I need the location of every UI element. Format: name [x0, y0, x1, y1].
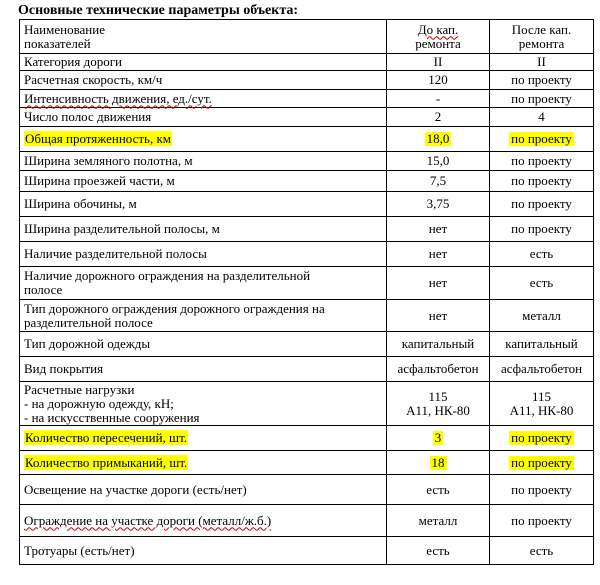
after-value-text: 4	[538, 109, 545, 124]
param-cell	[20, 475, 387, 505]
param-cell	[20, 152, 387, 171]
table-row	[20, 357, 594, 382]
param-text: Наличие разделительной полосы	[24, 246, 207, 261]
before-value-text: 2	[434, 109, 442, 124]
after-value-cell	[490, 108, 594, 127]
param-text: Вид покрытия	[24, 361, 104, 376]
param-text: Ограждение на участке дороги (металл/ж.б.)	[24, 512, 272, 528]
after-value-cell	[490, 537, 594, 565]
after-value-cell	[490, 357, 594, 382]
table-row	[20, 300, 594, 332]
before-value-text: 18	[431, 454, 445, 470]
after-value-cell	[490, 71, 594, 90]
table-row	[20, 152, 594, 171]
before-value-cell	[387, 71, 490, 90]
param-cell	[20, 54, 387, 71]
param-cell	[20, 357, 387, 382]
before-value-cell	[387, 537, 490, 565]
before-value-cell	[387, 171, 490, 192]
before-value-cell	[387, 451, 490, 475]
before-value-cell	[387, 267, 490, 300]
param-cell	[20, 242, 387, 267]
param-text: - на искусственные сооружения	[24, 409, 200, 425]
before-value-text: есть	[426, 542, 450, 558]
after-value-text: А11, НК-80	[509, 402, 574, 418]
before-value-text: нет	[428, 275, 448, 290]
before-value-cell	[387, 90, 490, 108]
after-value-text: капитальный	[505, 336, 578, 351]
table-row	[20, 242, 594, 267]
before-value-text: капитальный	[401, 336, 475, 351]
parameters-table	[19, 19, 594, 565]
before-value-text: 3,75	[426, 196, 450, 211]
after-value-cell	[490, 505, 594, 537]
param-text: Общая протяженность, км	[25, 131, 172, 146]
before-value-text: 18,0	[426, 131, 450, 146]
param-text: - на дорожную одежду, кН;	[24, 395, 174, 411]
after-value-text: по проекту	[511, 481, 572, 497]
after-value-cell	[490, 426, 594, 451]
param-cell	[20, 217, 387, 242]
table-row	[20, 505, 594, 537]
after-value-text: по проекту	[511, 196, 572, 211]
after-value-text: по проекту	[511, 90, 572, 106]
param-text: Тип дорожного ограждения дорожного ограждения на	[24, 300, 325, 316]
after-value-cell	[490, 242, 594, 267]
table-row	[20, 217, 594, 242]
before-value-cell	[387, 426, 490, 451]
before-value-cell	[387, 505, 490, 537]
param-text: Интенсивность движения, ед./сут.	[24, 90, 212, 106]
param-text: Категория дороги	[24, 54, 122, 69]
param-text: Тротуары (есть/нет)	[24, 542, 135, 558]
param-text: Ширина проезжей части, м	[24, 173, 175, 188]
table-row	[20, 54, 594, 71]
table-row	[20, 537, 594, 565]
header-param-line: Наименование	[24, 21, 105, 37]
param-text: Тип дорожной одежды	[24, 336, 151, 351]
before-value-cell	[387, 217, 490, 242]
before-value-text: А11, НК-80	[406, 402, 470, 418]
param-text: Расчетная скорость, км/ч	[24, 72, 163, 87]
before-value-text: нет	[428, 221, 448, 236]
after-value-text: по проекту	[511, 430, 572, 445]
after-value-text: по проекту	[511, 153, 572, 168]
after-value-cell	[490, 451, 594, 475]
before-value-text: нет	[428, 307, 448, 323]
param-text: Ширина разделительной полосы, м	[24, 221, 220, 236]
after-value-cell	[490, 90, 594, 108]
after-value-cell	[490, 332, 594, 357]
table-row	[20, 332, 594, 357]
param-text: Освещение на участке дороги (есть/нет)	[24, 481, 247, 497]
header-after-cell	[490, 20, 594, 54]
table-row	[20, 127, 594, 152]
after-value-text: по проекту	[511, 173, 572, 188]
before-value-text: 15,0	[426, 153, 450, 168]
param-cell	[20, 505, 387, 537]
after-value-text: есть	[529, 275, 554, 290]
before-value-text: асфальтобетон	[397, 361, 479, 376]
before-value-cell	[387, 108, 490, 127]
after-value-cell	[490, 382, 594, 426]
param-cell	[20, 426, 387, 451]
table-row	[20, 192, 594, 217]
param-text: Число полос движения	[24, 109, 152, 124]
after-value-text: 115	[531, 388, 552, 404]
before-value-cell	[387, 332, 490, 357]
after-value-cell	[490, 127, 594, 152]
after-value-cell	[490, 54, 594, 71]
param-text: Ширина земляного полотна, м	[24, 153, 193, 168]
param-text: Ширина обочины, м	[24, 196, 137, 211]
table-row	[20, 426, 594, 451]
before-value-text: нет	[428, 246, 448, 261]
after-value-text: металл	[522, 307, 561, 323]
param-cell	[20, 537, 387, 565]
header-before-cell	[387, 20, 490, 54]
before-value-text: 115	[428, 388, 448, 404]
param-cell	[20, 300, 387, 332]
header-param-line: показателей	[24, 35, 91, 51]
header-after-line: После кап.	[511, 21, 572, 37]
param-text: полосе	[24, 282, 63, 297]
param-cell	[20, 171, 387, 192]
after-value-text: по проекту	[511, 72, 572, 87]
after-value-cell	[490, 217, 594, 242]
param-cell	[20, 108, 387, 127]
param-cell	[20, 192, 387, 217]
param-cell	[20, 71, 387, 90]
table-header-row	[20, 20, 594, 54]
before-value-cell	[387, 242, 490, 267]
after-value-cell	[490, 192, 594, 217]
after-value-text: по проекту	[511, 131, 572, 146]
before-value-cell	[387, 382, 490, 426]
before-value-cell	[387, 192, 490, 217]
after-value-text: по проекту	[511, 454, 572, 470]
before-value-text: металл	[418, 512, 458, 528]
before-value-cell	[387, 54, 490, 71]
before-value-text: II	[433, 54, 443, 69]
table-row	[20, 90, 594, 108]
table-row	[20, 108, 594, 127]
after-value-cell	[490, 171, 594, 192]
after-value-cell	[490, 267, 594, 300]
table-row	[20, 171, 594, 192]
param-cell	[20, 332, 387, 357]
before-value-cell	[387, 357, 490, 382]
before-value-text: 3	[434, 430, 442, 445]
after-value-cell	[490, 300, 594, 332]
after-value-text: II	[537, 54, 546, 69]
document-title: Основные технические параметры объекта:	[18, 3, 299, 18]
param-cell	[20, 127, 387, 152]
before-value-text: есть	[426, 481, 450, 497]
after-value-cell	[490, 475, 594, 505]
param-cell	[20, 267, 387, 300]
header-before-line: ремонта	[415, 35, 461, 51]
table-row	[20, 267, 594, 300]
table-row	[20, 475, 594, 505]
table-row	[20, 382, 594, 426]
param-text: Расчетные нагрузки	[24, 381, 135, 397]
before-value-text: 120	[428, 72, 448, 87]
table-row	[20, 71, 594, 90]
param-text: Наличие дорожного ограждения на разделительной	[24, 268, 311, 283]
header-after-line: ремонта	[518, 35, 565, 51]
after-value-text: есть	[529, 246, 554, 261]
before-value-cell	[387, 300, 490, 332]
table-row	[20, 451, 594, 475]
after-value-text: по проекту	[511, 512, 572, 528]
before-value-text: -	[435, 90, 441, 106]
after-value-text: асфальтобетон	[500, 361, 583, 376]
before-value-cell	[387, 152, 490, 171]
param-cell	[20, 90, 387, 108]
header-param-cell	[20, 20, 387, 54]
after-value-cell	[490, 152, 594, 171]
param-text: разделительной полосе	[24, 314, 153, 330]
after-value-text: по проекту	[511, 221, 572, 236]
header-before-line: До кап.	[417, 21, 459, 37]
param-text: Количество пересечений, шт.	[25, 430, 188, 445]
before-value-cell	[387, 475, 490, 505]
param-cell	[20, 451, 387, 475]
param-text: Количество примыканий, шт.	[25, 454, 188, 470]
param-cell	[20, 382, 387, 426]
before-value-cell	[387, 127, 490, 152]
before-value-text: 7,5	[429, 173, 447, 188]
after-value-text: есть	[529, 542, 554, 558]
